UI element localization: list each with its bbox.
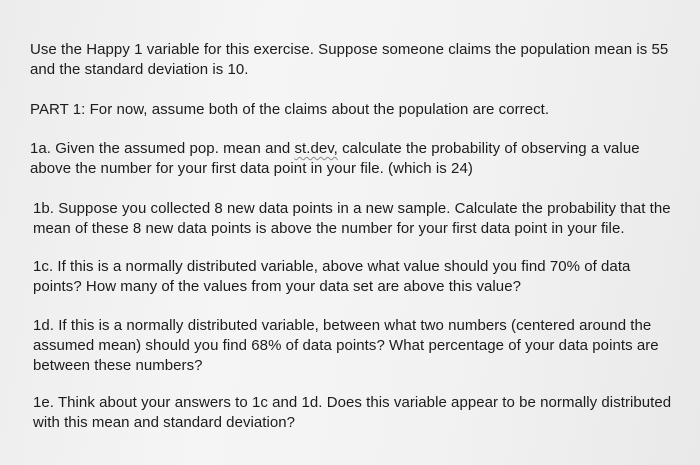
part-1-heading [30,100,549,120]
question-1c-line-2: points? How many of the values from your data set are above this value? [33,278,521,295]
intro-line-2: and the standard deviation is 10. [30,61,249,78]
part-1-line: PART 1: For now, assume both of the claims about the population are correct. [30,101,550,118]
question-1d [33,316,659,376]
question-1b [33,199,671,239]
question-1e-line-1: 1e. Think about your answers to 1c and 1d. Does this variable appear to be normally distributed [33,394,672,411]
question-1e-line-2: with this mean and standard deviation? [33,414,296,431]
question-1d-line-1: 1d. If this is a normally distributed variable, between what two numbers (centered around the [33,317,652,334]
question-1d-line-2: assumed mean) should you find 68% of data points? What percentage of your data points are [33,337,659,354]
question-1a-line-2: above the number for your first data point in your file. (which is 24) [30,160,473,177]
question-1b-line-1: 1b. Suppose you collected 8 new data points in a new sample. Calculate the probability that the [33,200,671,217]
question-1d-line-3: between these numbers? [33,357,203,374]
question-1a [30,139,640,179]
question-1c [33,257,630,297]
question-1e [33,393,671,433]
spellcheck-flagged-word: st.dev, [294,140,338,157]
intro-line-1: Use the Happy 1 variable for this exercise. Suppose someone claims the population mean is 55 [30,41,669,58]
intro-paragraph [30,40,668,80]
question-1a-line-1 [30,139,640,159]
question-1b-line-2: mean of these 8 new data points is above the number for your first data point in your file. [33,220,625,237]
question-1c-line-1: 1c. If this is a normally distributed variable, above what value should you find 70% of data [33,258,631,275]
question-1a-text-end: calculate the probability of observing a value [337,140,640,157]
question-1a-text-start: 1a. Given the assumed pop. mean and [30,140,295,157]
